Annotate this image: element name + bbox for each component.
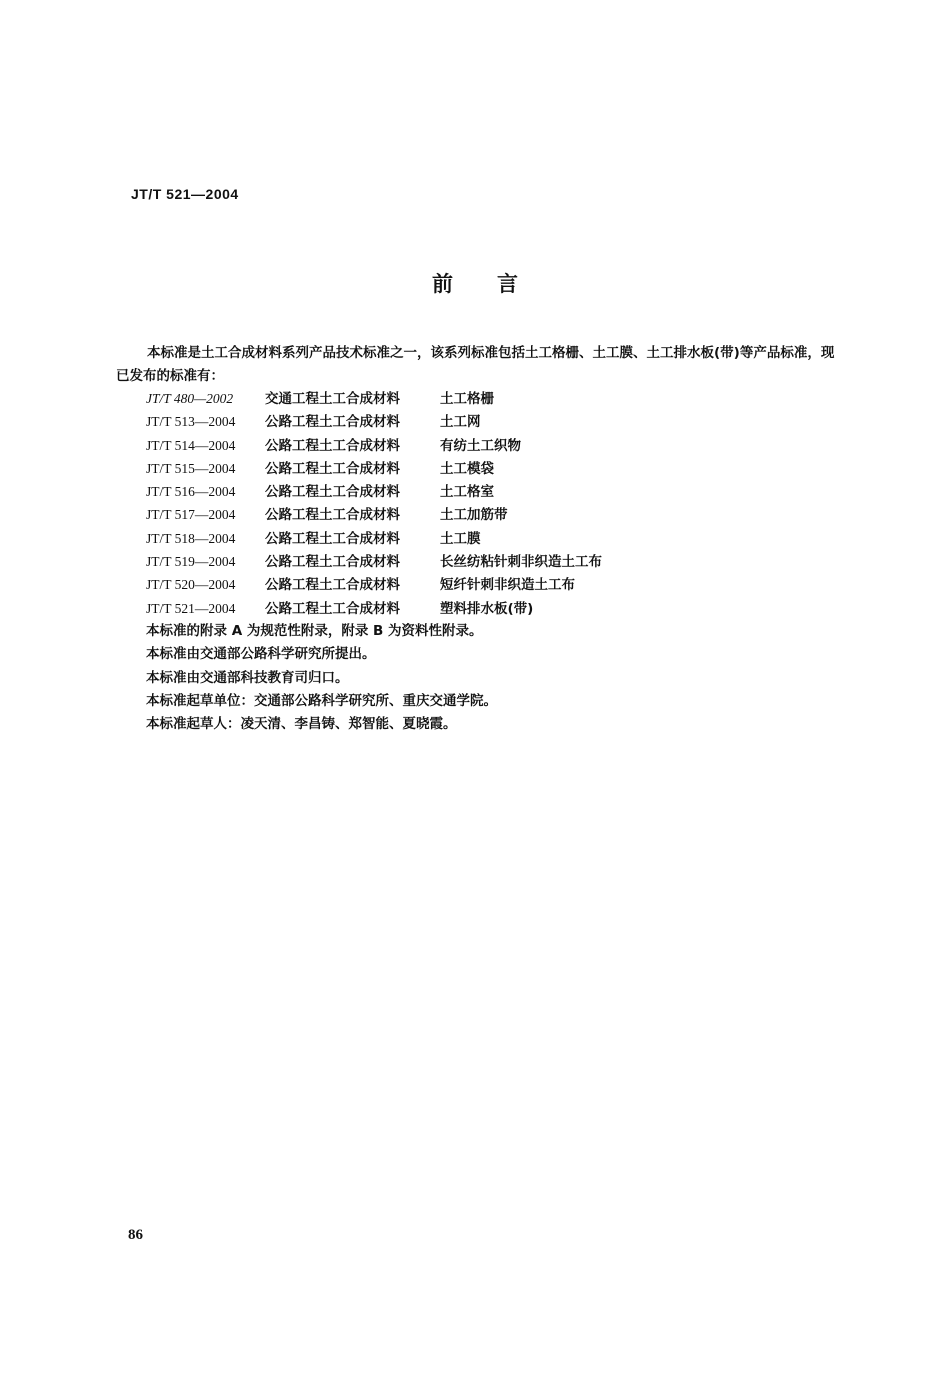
standard-row (146, 387, 602, 410)
standard-code: JT/T 521—2004 (146, 600, 236, 616)
standard-code: JT/T 520—2004 (146, 577, 236, 593)
standard-product: 短纤针刺非织造土工布 (440, 577, 575, 594)
standard-row (146, 434, 602, 457)
standard-series: 公路工程土工合成材料 (265, 600, 400, 617)
standard-product: 土工加筋带 (440, 507, 508, 524)
standard-product: 土工格室 (440, 484, 494, 501)
standard-row (146, 480, 602, 503)
standard-row (146, 597, 602, 620)
standard-series: 公路工程土工合成材料 (265, 577, 400, 594)
standards-list (146, 387, 602, 620)
note-appendix: 本标准的附录 A 为规范性附录，附录 B 为资料性附录。 (146, 623, 483, 639)
standard-code: JT/T 513—2004 (146, 414, 236, 430)
standard-row (146, 573, 602, 596)
standard-series: 交通工程土工合成材料 (265, 391, 400, 407)
standard-series: 公路工程土工合成材料 (265, 414, 400, 431)
standard-row (146, 457, 602, 480)
standard-product: 土工膜 (440, 530, 481, 547)
standard-code: JT/T 480—2002 (146, 391, 234, 406)
standard-code: JT/T 519—2004 (146, 554, 236, 570)
standard-row (146, 503, 602, 526)
standard-row (146, 410, 602, 433)
standard-code: JT/T 518—2004 (146, 530, 236, 546)
standard-series: 公路工程土工合成材料 (265, 437, 400, 454)
standard-series: 公路工程土工合成材料 (265, 460, 400, 477)
standard-code: JT/T 517—2004 (146, 507, 236, 523)
standard-code: JT/T 514—2004 (146, 437, 236, 453)
standard-product: 土工网 (440, 414, 481, 431)
standard-product: 土工格栅 (440, 391, 494, 407)
standard-product: 塑料排水板(带) (440, 600, 534, 617)
intro-paragraph: 本标准是土工合成材料系列产品技术标准之一，该系列标准包括土工格栅、土工膜、土工排水板(带)等产品标准，现已发布的标准有： (116, 345, 835, 384)
standard-product: 长丝纺粘针刺非织造土工布 (440, 554, 602, 571)
standard-series: 公路工程土工合成材料 (265, 507, 400, 524)
notes-list (146, 620, 497, 736)
standard-series: 公路工程土工合成材料 (265, 530, 400, 547)
note-administrator: 本标准由交通部科技教育司归口。 (146, 669, 349, 686)
standard-product: 有纺土工织物 (440, 437, 521, 454)
standard-row (146, 550, 602, 573)
standard-code: JT/T 515—2004 (146, 460, 236, 476)
standard-code: JT/T 516—2004 (146, 484, 236, 500)
standard-series: 公路工程土工合成材料 (265, 554, 400, 571)
page-number: 86 (128, 1227, 143, 1243)
note-drafting-units: 本标准起草单位：交通部公路科学研究所、重庆交通学院。 (146, 692, 497, 709)
note-drafters: 本标准起草人：凌天清、李昌铸、郑智能、夏晓霞。 (146, 716, 457, 733)
standard-product: 土工模袋 (440, 460, 494, 477)
standard-row (146, 527, 602, 550)
document-code: JT/T 521—2004 (131, 186, 239, 202)
standard-series: 公路工程土工合成材料 (265, 484, 400, 501)
note-proposer: 本标准由交通部公路科学研究所提出。 (146, 646, 376, 663)
page-title: 前言 (432, 272, 562, 296)
